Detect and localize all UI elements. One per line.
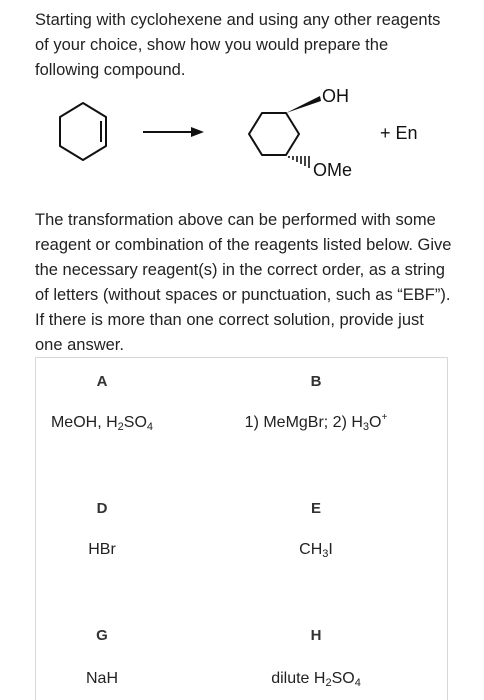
question-text: The transformation above can be performed with some reagent or combination of the reagents listed below. Give the necessary reagent(s) in the correct order, as a string of letters (without spaces or punctuation, such as “EBF”). If there is more than one correct solution, provide just one answer.: [35, 211, 452, 354]
reaction-arrow: [143, 127, 204, 137]
ome-label: OMe: [313, 160, 353, 180]
reagent-letter-e: E: [310, 500, 322, 517]
reagent-table: [35, 357, 448, 700]
reagent-d-label: HBr: [88, 541, 116, 558]
reagent-letter-g: G: [96, 627, 108, 644]
reagent-a-label: MeOH, $H_2SO_4$: [50, 414, 154, 433]
reagent-e-label: $CH_3I$: [299, 541, 333, 560]
reagent-letter-a: A: [96, 373, 108, 390]
cyclohexene-structure: [60, 103, 106, 160]
reaction-scheme: [0, 84, 484, 194]
reagent-h-label: dilute $H_2SO_4$: [271, 670, 361, 689]
reagent-letter-b: B: [310, 373, 322, 390]
oh-label: OH: [322, 86, 349, 106]
intro-text: Starting with cyclohexene and using any other reagents of your choice, show how you would prepare the following compound.: [35, 11, 441, 79]
reagent-b-label: 1) MeMgBr; 2) $H_3O^+$: [244, 412, 388, 433]
enantiomer-label: + En: [380, 123, 418, 143]
reagent-letter-h: H: [310, 627, 322, 644]
oh-wedge-bond: [286, 96, 321, 113]
reagent-g-label: NaH: [85, 670, 119, 687]
product-structure: [249, 113, 299, 155]
ome-hash-bond: [289, 156, 309, 168]
reagent-letter-d: D: [96, 500, 108, 517]
